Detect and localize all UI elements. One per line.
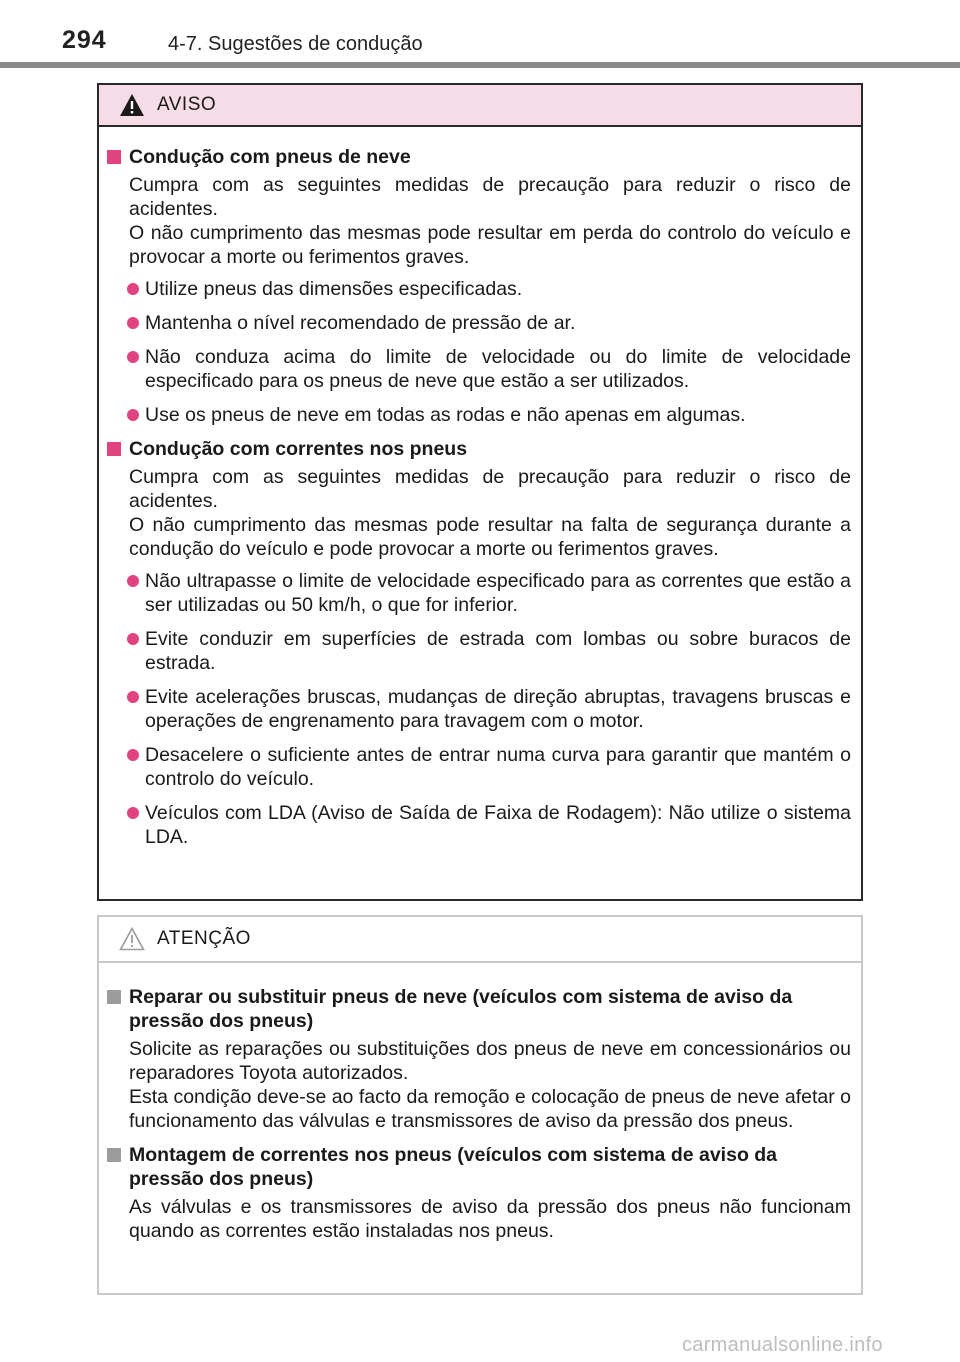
warning-section-text: Cumpra com as seguintes medidas de precaução para reduzir o risco de acidentes. O não cumprimento das mesmas pode resultar em perda do controlo do veículo e provocar a morte ou ferimentos graves. xyxy=(129,174,851,268)
section-title: 4-7. Sugestões de condução xyxy=(168,33,423,55)
page-number: 294 xyxy=(62,26,107,54)
list-item: Use os pneus de neve em todas as rodas e não apenas em algumas. xyxy=(127,403,851,427)
square-bullet-icon xyxy=(107,442,121,456)
caution-section-text: As válvulas e os transmissores de aviso da pressão dos pneus não funcionam quando as correntes estão instaladas nos pneus. xyxy=(129,1196,851,1242)
round-bullet-icon xyxy=(127,283,139,295)
caution-header xyxy=(99,917,861,963)
caution-label: ATENÇÃO xyxy=(157,928,251,949)
caution-section-text: Solicite as reparações ou substituições dos pneus de neve em concessionários ou reparadores Toyota autorizados. Esta condição deve-se ao facto da remoção e colocação de pneus de neve afetar o funcionamento das válvulas e transmissores de aviso da pressão dos pneus. xyxy=(129,1038,851,1132)
round-bullet-icon xyxy=(127,633,139,645)
round-bullet-icon xyxy=(127,807,139,819)
caution-box xyxy=(97,915,863,1295)
caution-triangle-icon xyxy=(119,927,145,951)
round-bullet-icon xyxy=(127,691,139,703)
list-item: Não ultrapasse o limite de velocidade especificado para as correntes que estão a ser utilizadas ou 50 km/h, o que for inferior. xyxy=(127,569,851,617)
warning-header xyxy=(99,85,861,127)
list-item: Veículos com LDA (Aviso de Saída de Faixa de Rodagem): Não utilize o sistema LDA. xyxy=(127,801,851,849)
warning-triangle-icon xyxy=(119,93,145,117)
round-bullet-icon xyxy=(127,351,139,363)
list-item: Evite conduzir em superfícies de estrada com lombas ou sobre buracos de estrada. xyxy=(127,627,851,675)
list-item: Desacelere o suficiente antes de entrar numa curva para garantir que mantém o controlo do veículo. xyxy=(127,743,851,791)
watermark: carmanualsonline.info xyxy=(682,1334,883,1356)
list-item: Mantenha o nível recomendado de pressão de ar. xyxy=(127,311,851,335)
page-header xyxy=(0,0,960,70)
round-bullet-icon xyxy=(127,409,139,421)
square-bullet-icon xyxy=(107,990,121,1004)
warning-bullet-list xyxy=(107,569,851,849)
round-bullet-icon xyxy=(127,575,139,587)
header-rule xyxy=(0,62,960,68)
list-item: Utilize pneus das dimensões especificadas. xyxy=(127,277,851,301)
caution-section-heading: Montagem de correntes nos pneus (veículos com sistema de aviso da pressão dos pneus) xyxy=(107,1143,851,1191)
list-item: Evite acelerações bruscas, mudanças de direção abruptas, travagens bruscas e operações de engrenamento para travagem com o motor. xyxy=(127,685,851,733)
warning-label: AVISO xyxy=(157,94,217,115)
caution-section-heading: Reparar ou substituir pneus de neve (veículos com sistema de aviso da pressão dos pneus) xyxy=(107,985,851,1033)
warning-body xyxy=(99,127,861,849)
warning-bullet-list xyxy=(107,277,851,427)
warning-section-text: Cumpra com as seguintes medidas de precaução para reduzir o risco de acidentes. O não cumprimento das mesmas pode resultar na falta de segurança durante a condução do veículo e pode provocar a morte ou ferimentos graves. xyxy=(129,466,851,560)
round-bullet-icon xyxy=(127,749,139,761)
square-bullet-icon xyxy=(107,150,121,164)
warning-box xyxy=(97,83,863,901)
square-bullet-icon xyxy=(107,1148,121,1162)
warning-section-heading: Condução com pneus de neve xyxy=(107,145,851,169)
caution-body xyxy=(99,963,861,1243)
round-bullet-icon xyxy=(127,317,139,329)
warning-section-heading: Condução com correntes nos pneus xyxy=(107,437,851,461)
list-item: Não conduza acima do limite de velocidade ou do limite de velocidade especificado para os pneus de neve que estão a ser utilizados. xyxy=(127,345,851,393)
